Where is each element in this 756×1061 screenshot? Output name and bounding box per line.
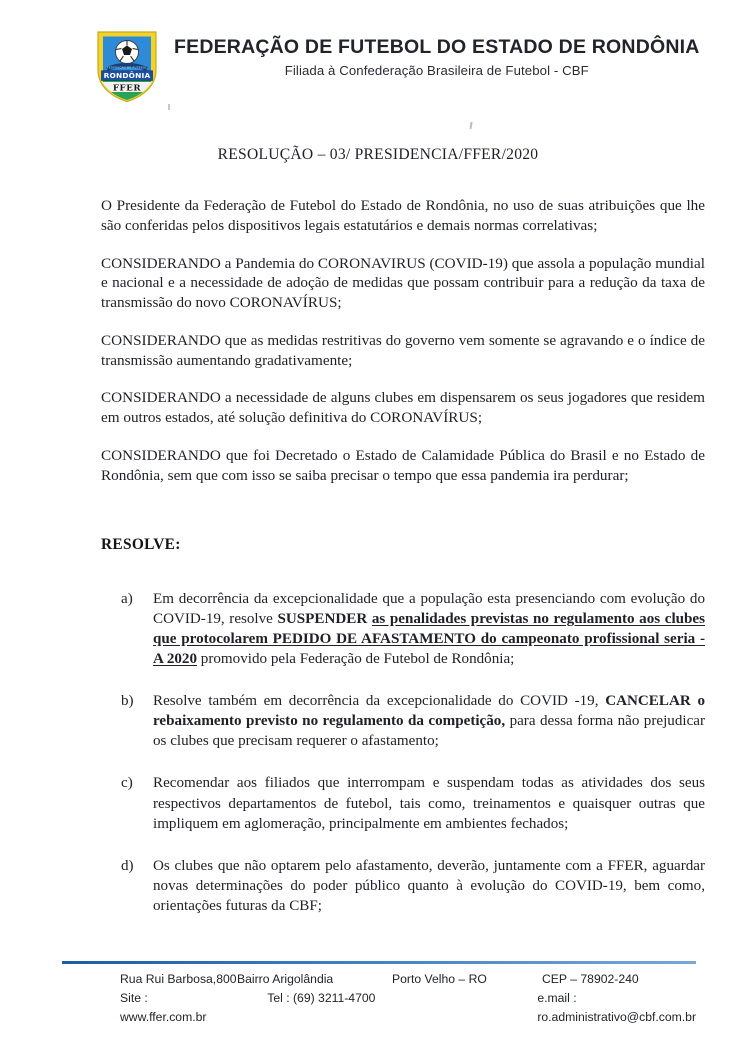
footer-website[interactable]: Site : www.ffer.com.br bbox=[120, 990, 207, 1024]
scan-artifact-mark-secondary bbox=[168, 104, 170, 110]
text-run: para dessa forma não prejudicar os clubes que precisam requerer o afastamento; bbox=[153, 713, 705, 750]
emphasis-bold-underline: as penalidades previstas no regulamento aos clubes que protocolarem PEDIDO DE AFASTAMENTO do campeonato profissional seria -A 2020 bbox=[153, 611, 705, 668]
list-item-marker: c) bbox=[121, 775, 133, 792]
list-item bbox=[101, 691, 705, 751]
list-item bbox=[101, 773, 705, 833]
resolution-items-list bbox=[101, 589, 705, 938]
text-run: Resolve também em decorrência da excepcionalidade do COVID -19, bbox=[153, 693, 606, 710]
list-item-marker: a) bbox=[121, 591, 133, 607]
scan-artifact-mark bbox=[469, 122, 472, 129]
text-run: Recomendar aos filiados que interrompam e suspendam todas as atividades dos seus respectivos departamentos de futebol, tais como, treinamentos e quaisquer outras que impliquem em aglomeração, principalmente em ambientes fechados; bbox=[153, 775, 705, 832]
letterhead-text bbox=[174, 28, 700, 79]
svg-text:FEDERACAO DE FUTEBOL: FEDERACAO DE FUTEBOL bbox=[107, 66, 147, 70]
resolution-title: RESOLUÇÃO – 03/ PRESIDENCIA/FFER/2020 bbox=[217, 146, 539, 163]
paragraph-intro: O Presidente da Federação de Futebol do Estado de Rondônia, no uso de suas atribuições que lhe são conferidas pelos dispositivos legais estatutários e demais normas correlativas; bbox=[101, 197, 705, 234]
text-run: promovido pela Federação de Futebol de Rondônia; bbox=[197, 651, 515, 668]
federation-subtitle: Filiada à Confederação Brasileira de Futebol - CBF bbox=[284, 63, 589, 79]
list-item-text bbox=[153, 775, 705, 831]
paragraph-considerando-1: CONSIDERANDO a Pandemia do CORONAVIRUS (COVID-19) que assola a população mundial e nacional e a necessidade de adoção de medidas que possam contribuir para a redução da taxa de transmissão do novo CORONAVÍRUS; bbox=[101, 254, 705, 311]
list-item-text bbox=[153, 591, 705, 667]
letterhead bbox=[0, 28, 756, 102]
footer bbox=[62, 970, 696, 1027]
list-item-text bbox=[153, 693, 705, 749]
list-item bbox=[101, 856, 705, 916]
footer-neighborhood: Bairro Arigolândia bbox=[237, 972, 334, 986]
footer-zip: CEP – 78902-240 bbox=[542, 972, 639, 986]
text-run: Em decorrência da excepcionalidade que a população esta presenciando com evolução do COVID-19, resolve bbox=[153, 591, 705, 628]
footer-divider bbox=[62, 961, 696, 964]
ffer-crest-logo bbox=[96, 30, 158, 102]
footer-email[interactable]: e.mail : ro.administrativo@cbf.com.br bbox=[537, 990, 696, 1024]
text-run: Os clubes que não optarem pelo afastamento, deverão, juntamente com a FFER, aguardar novas determinações do poder público quanto à evolução do COVID-19, bem como, orientações futuras da CBF; bbox=[153, 857, 705, 914]
footer-row-bottom bbox=[62, 989, 696, 1027]
emphasis-bold: SUSPENDER bbox=[277, 611, 368, 628]
federation-title: FEDERAÇÃO DE FUTEBOL DO ESTADO DE RONDÔNIA bbox=[174, 36, 700, 58]
footer-address: Rua Rui Barbosa,800 bbox=[120, 972, 237, 986]
footer-phone: Tel : (69) 3211-4700 bbox=[267, 990, 376, 1005]
preamble-paragraphs bbox=[101, 196, 705, 485]
list-item bbox=[101, 589, 705, 669]
list-item-marker: b) bbox=[121, 693, 134, 710]
paragraph-considerando-4: CONSIDERANDO que foi Decretado o Estado de Calamidade Pública do Brasil e no Estado de Rondônia, sem que com isso se saiba precisar o tempo que essa pandemia ira perdurar; bbox=[101, 446, 705, 484]
list-item-marker: d) bbox=[121, 857, 134, 874]
footer-row-top bbox=[62, 970, 696, 989]
resolve-heading: RESOLVE: bbox=[101, 536, 181, 553]
paragraph-considerando-3: CONSIDERANDO a necessidade de alguns clubes em dispensarem os seus jogadores que residem em outros estados, até solução definitiva do CORONAVÍRUS; bbox=[101, 389, 705, 426]
svg-text:FFER: FFER bbox=[112, 83, 142, 94]
svg-text:RONDÔNIA: RONDÔNIA bbox=[103, 71, 151, 80]
list-item-text bbox=[153, 858, 705, 914]
footer-city: Porto Velho – RO bbox=[392, 972, 487, 986]
emphasis-bold: CANCELAR o rebaixamento previsto no regulamento da competição, bbox=[153, 693, 705, 730]
paragraph-considerando-2: CONSIDERANDO que as medidas restritivas do governo vem somente se agravando e o índice de transmissão aumentando gradativamente; bbox=[101, 331, 705, 369]
